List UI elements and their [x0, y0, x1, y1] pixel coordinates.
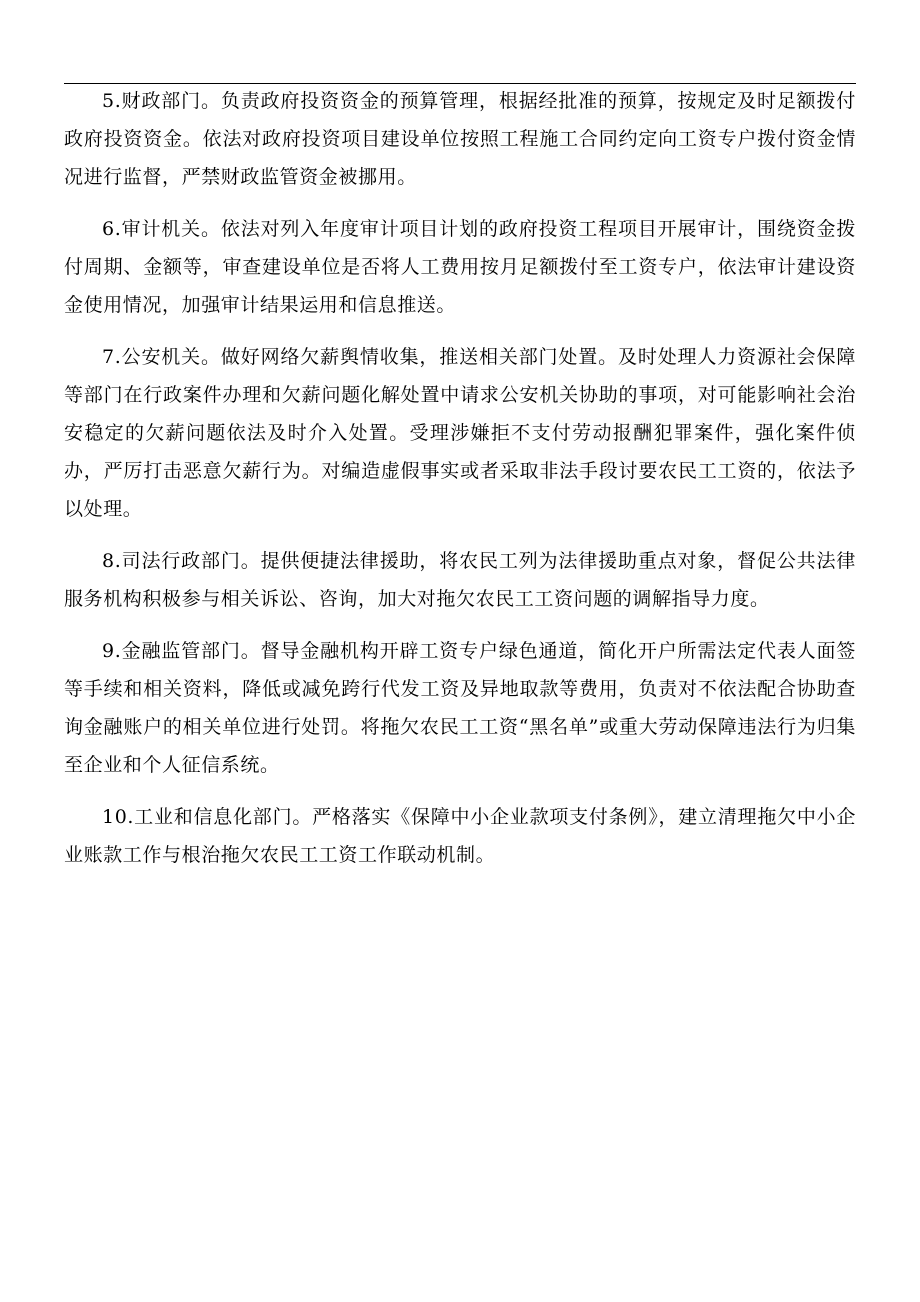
paragraph-finance: 5.财政部门。负责政府投资资金的预算管理，根据经批准的预算，按规定及时足额拨付政府投资资金。依法对政府投资项目建设单位按照工程施工合同约定向工资专户拨付资金情况进行监督，严禁财政监管资金被挪用。	[64, 90, 856, 188]
paragraph-audit: 6.审计机关。依法对列入年度审计项目计划的政府投资工程项目开展审计，围绕资金拨付周期、金额等，审查建设单位是否将人工费用按月足额拨付至工资专户，依法审计建设资金使用情况，加强审计结果运用和信息推送。	[64, 218, 856, 316]
paragraph-financial-regulation: 9.金融监管部门。督导金融机构开辟工资专户绿色通道，简化开户所需法定代表人面签等手续和相关资料，降低或减免跨行代发工资及异地取款等费用，负责对不依法配合协助查询金融账户的相关单位进行处罚。将拖欠农民工工资“黑名单”或重大劳动保障违法行为归集至企业和个人征信系统。	[64, 640, 856, 776]
paragraph-public-security: 7.公安机关。做好网络欠薪舆情收集，推送相关部门处置。及时处理人力资源社会保障等部门在行政案件办理和欠薪问题化解处置中请求公安机关协助的事项，对可能影响社会治安稳定的欠薪问题依法及时介入处置。受理涉嫌拒不支付劳动报酬犯罪案件，强化案件侦办，严厉打击恶意欠薪行为。对编造虚假事实或者采取非法手段讨要农民工工资的，依法予以处理。	[64, 346, 856, 520]
paragraph-industry-it: 10.工业和信息化部门。严格落实《保障中小企业款项支付条例》，建立清理拖欠中小企业账款工作与根治拖欠农民工工资工作联动机制。	[64, 806, 856, 866]
document-body	[64, 82, 856, 874]
paragraph-justice: 8.司法行政部门。提供便捷法律援助，将农民工列为法律援助重点对象，督促公共法律服务机构积极参与相关诉讼、咨询，加大对拖欠农民工工资问题的调解指导力度。	[64, 550, 856, 610]
